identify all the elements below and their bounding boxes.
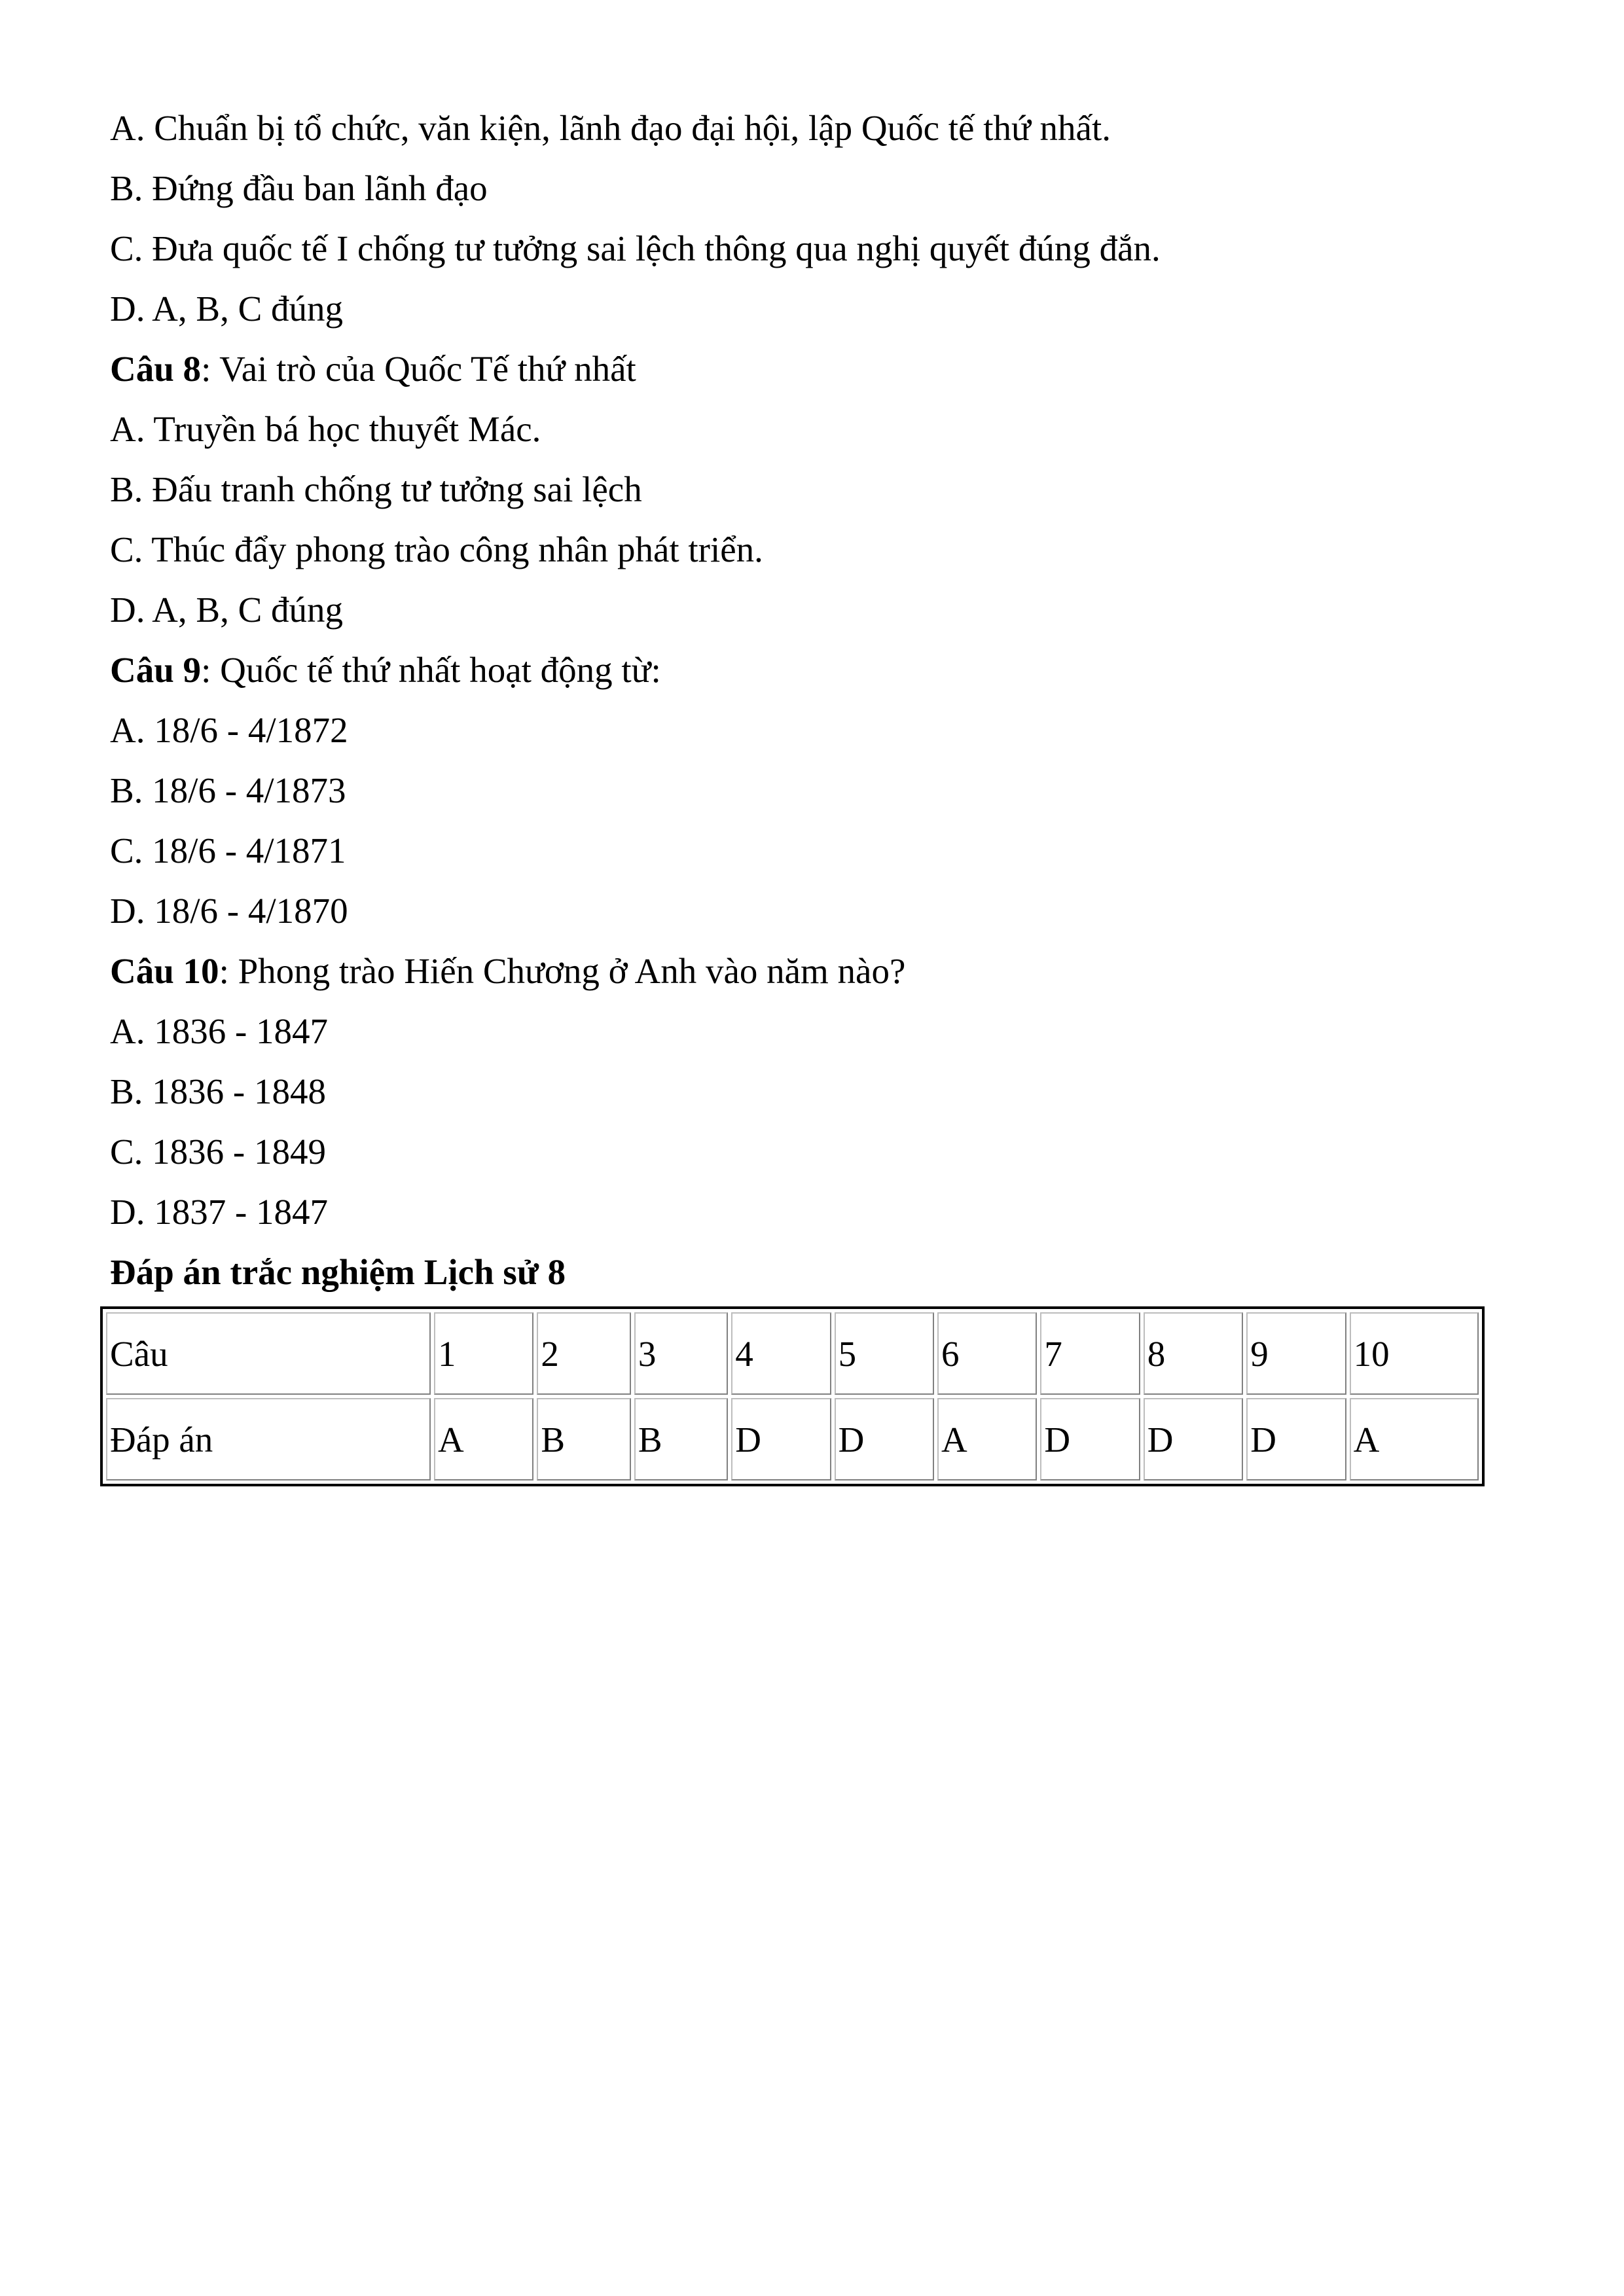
q8-text: : Vai trò của Quốc Tế thứ nhất bbox=[201, 349, 636, 389]
question-number-cell: 10 bbox=[1350, 1312, 1479, 1395]
question-number-cell: 8 bbox=[1144, 1312, 1243, 1395]
question-number-cell: 9 bbox=[1246, 1312, 1346, 1395]
question-number-cell: 1 bbox=[434, 1312, 533, 1395]
answer-cell: A bbox=[1350, 1398, 1479, 1480]
q9-option-c: C. 18/6 - 4/1871 bbox=[110, 831, 346, 870]
answer-cell: B bbox=[537, 1398, 630, 1480]
q10-option-a: A. 1836 - 1847 bbox=[110, 1011, 329, 1051]
row-header-questions: Câu bbox=[106, 1312, 431, 1395]
answer-cell: B bbox=[634, 1398, 728, 1480]
answer-cell: D bbox=[1040, 1398, 1140, 1480]
answer-cell: D bbox=[731, 1398, 831, 1480]
row-header-answers: Đáp án bbox=[106, 1398, 431, 1480]
answer-cell: D bbox=[1246, 1398, 1346, 1480]
q7-option-d: D. A, B, C đúng bbox=[110, 289, 344, 329]
answer-table bbox=[100, 1306, 1485, 1486]
answer-cell: D bbox=[835, 1398, 934, 1480]
question-number-cell: 5 bbox=[835, 1312, 934, 1395]
answer-table-row-questions bbox=[106, 1312, 1479, 1395]
q7-option-b: B. Đứng đầu ban lãnh đạo bbox=[110, 168, 488, 208]
q10-label: Câu 10 bbox=[110, 951, 219, 991]
q10-option-d: D. 1837 - 1847 bbox=[110, 1192, 329, 1232]
document-body bbox=[110, 98, 1511, 1302]
question-number-cell: 2 bbox=[537, 1312, 630, 1395]
question-number-cell: 3 bbox=[634, 1312, 728, 1395]
answer-cell: A bbox=[434, 1398, 533, 1480]
q9-option-a: A. 18/6 - 4/1872 bbox=[110, 710, 348, 750]
answer-cell: D bbox=[1144, 1398, 1243, 1480]
q10-option-c: C. 1836 - 1849 bbox=[110, 1132, 326, 1172]
q10-question bbox=[110, 941, 1511, 1001]
q9-option-d: D. 18/6 - 4/1870 bbox=[110, 891, 348, 931]
question-number-cell: 7 bbox=[1040, 1312, 1140, 1395]
q8-question bbox=[110, 339, 1511, 399]
q9-label: Câu 9 bbox=[110, 650, 202, 690]
q9-text: : Quốc tế thứ nhất hoạt động từ: bbox=[201, 650, 661, 690]
answer-heading: Đáp án trắc nghiệm Lịch sử 8 bbox=[110, 1252, 566, 1292]
q8-option-a: A. Truyền bá học thuyết Mác. bbox=[110, 409, 541, 449]
answer-table-row-answers bbox=[106, 1398, 1479, 1480]
question-number-cell: 4 bbox=[731, 1312, 831, 1395]
q10-option-b: B. 1836 - 1848 bbox=[110, 1071, 326, 1111]
q8-option-b: B. Đấu tranh chống tư tưởng sai lệch bbox=[110, 469, 642, 509]
q8-label: Câu 8 bbox=[110, 349, 202, 389]
q9-option-b: B. 18/6 - 4/1873 bbox=[110, 770, 346, 810]
q8-option-c: C. Thúc đẩy phong trào công nhân phát triển. bbox=[110, 529, 763, 569]
question-number-cell: 6 bbox=[937, 1312, 1037, 1395]
q8-option-d: D. A, B, C đúng bbox=[110, 590, 344, 630]
q9-question bbox=[110, 640, 1511, 700]
q7-option-a: A. Chuẩn bị tổ chức, văn kiện, lãnh đạo đại hội, lập Quốc tế thứ nhất. bbox=[110, 108, 1111, 148]
q10-text: : Phong trào Hiến Chương ở Anh vào năm nào? bbox=[219, 951, 906, 991]
answer-cell: A bbox=[937, 1398, 1037, 1480]
q7-option-c: C. Đưa quốc tế I chống tư tưởng sai lệch thông qua nghị quyết đúng đắn. bbox=[110, 228, 1161, 268]
